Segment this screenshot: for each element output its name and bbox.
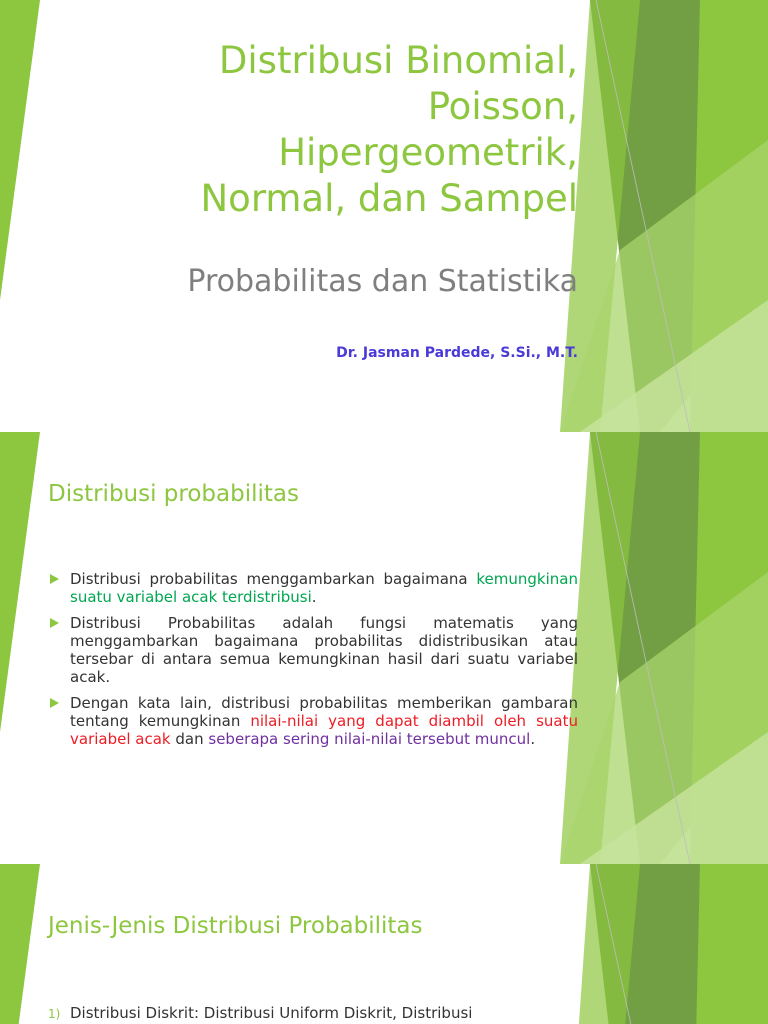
title-line: Normal, dan Sampel [200,177,578,220]
slide-title [98,38,578,222]
green-facets-decoration [0,864,768,1024]
list-number: 1) [48,1007,61,1021]
content-slide [0,864,768,1024]
highlight-text: nilai-nilai yang dapat diambil oleh suatu variabel acak [70,712,578,748]
title-line: Distribusi Binomial, [218,39,578,82]
triangle-bullet-icon [50,574,59,584]
title-line: Poisson, [427,85,578,128]
slide-title: Jenis-Jenis Distribusi Probabilitas [48,913,423,939]
highlight-text: kemungkinan suatu variabel acak terdistribusi [70,570,578,606]
bullet-text: Distribusi Probabilitas adalah fungsi matematis yang menggambarkan bagaimana probabilitas didistribusikan atau tersebar di antara semua kemungkinan hasil dari suatu variabel acak. [70,614,578,686]
content-slide [0,432,768,864]
triangle-bullet-icon [50,618,59,628]
bullet-text: Distribusi probabilitas menggambarkan bagaimana [70,570,477,588]
bullet-item [48,614,578,686]
bullet-text: Dengan kata lain, distribusi probabilitas memberikan gambaran tentang kemungkinan [70,694,578,730]
slide-title: Distribusi probabilitas [48,481,299,507]
bullet-text: dan [170,730,209,748]
bullet-text: . [530,730,536,748]
list-item-text: Distribusi Diskrit: Distribusi Uniform Diskrit, Distribusi [70,1004,473,1022]
highlight-text: seberapa sering nilai-nilai tersebut muncul [208,730,531,748]
numbered-list [48,1004,548,1023]
author-name: Dr. Jasman Pardede, S.Si., M.T. [336,345,578,361]
title-slide [0,0,768,432]
bullet-item [48,570,578,606]
title-line: Hipergeometrik, [278,131,578,174]
bullet-list [48,570,578,756]
slide-subtitle: Probabilitas dan Statistika [187,264,578,299]
bullet-item [48,694,578,748]
bullet-text: . [311,588,317,606]
triangle-bullet-icon [50,698,59,708]
